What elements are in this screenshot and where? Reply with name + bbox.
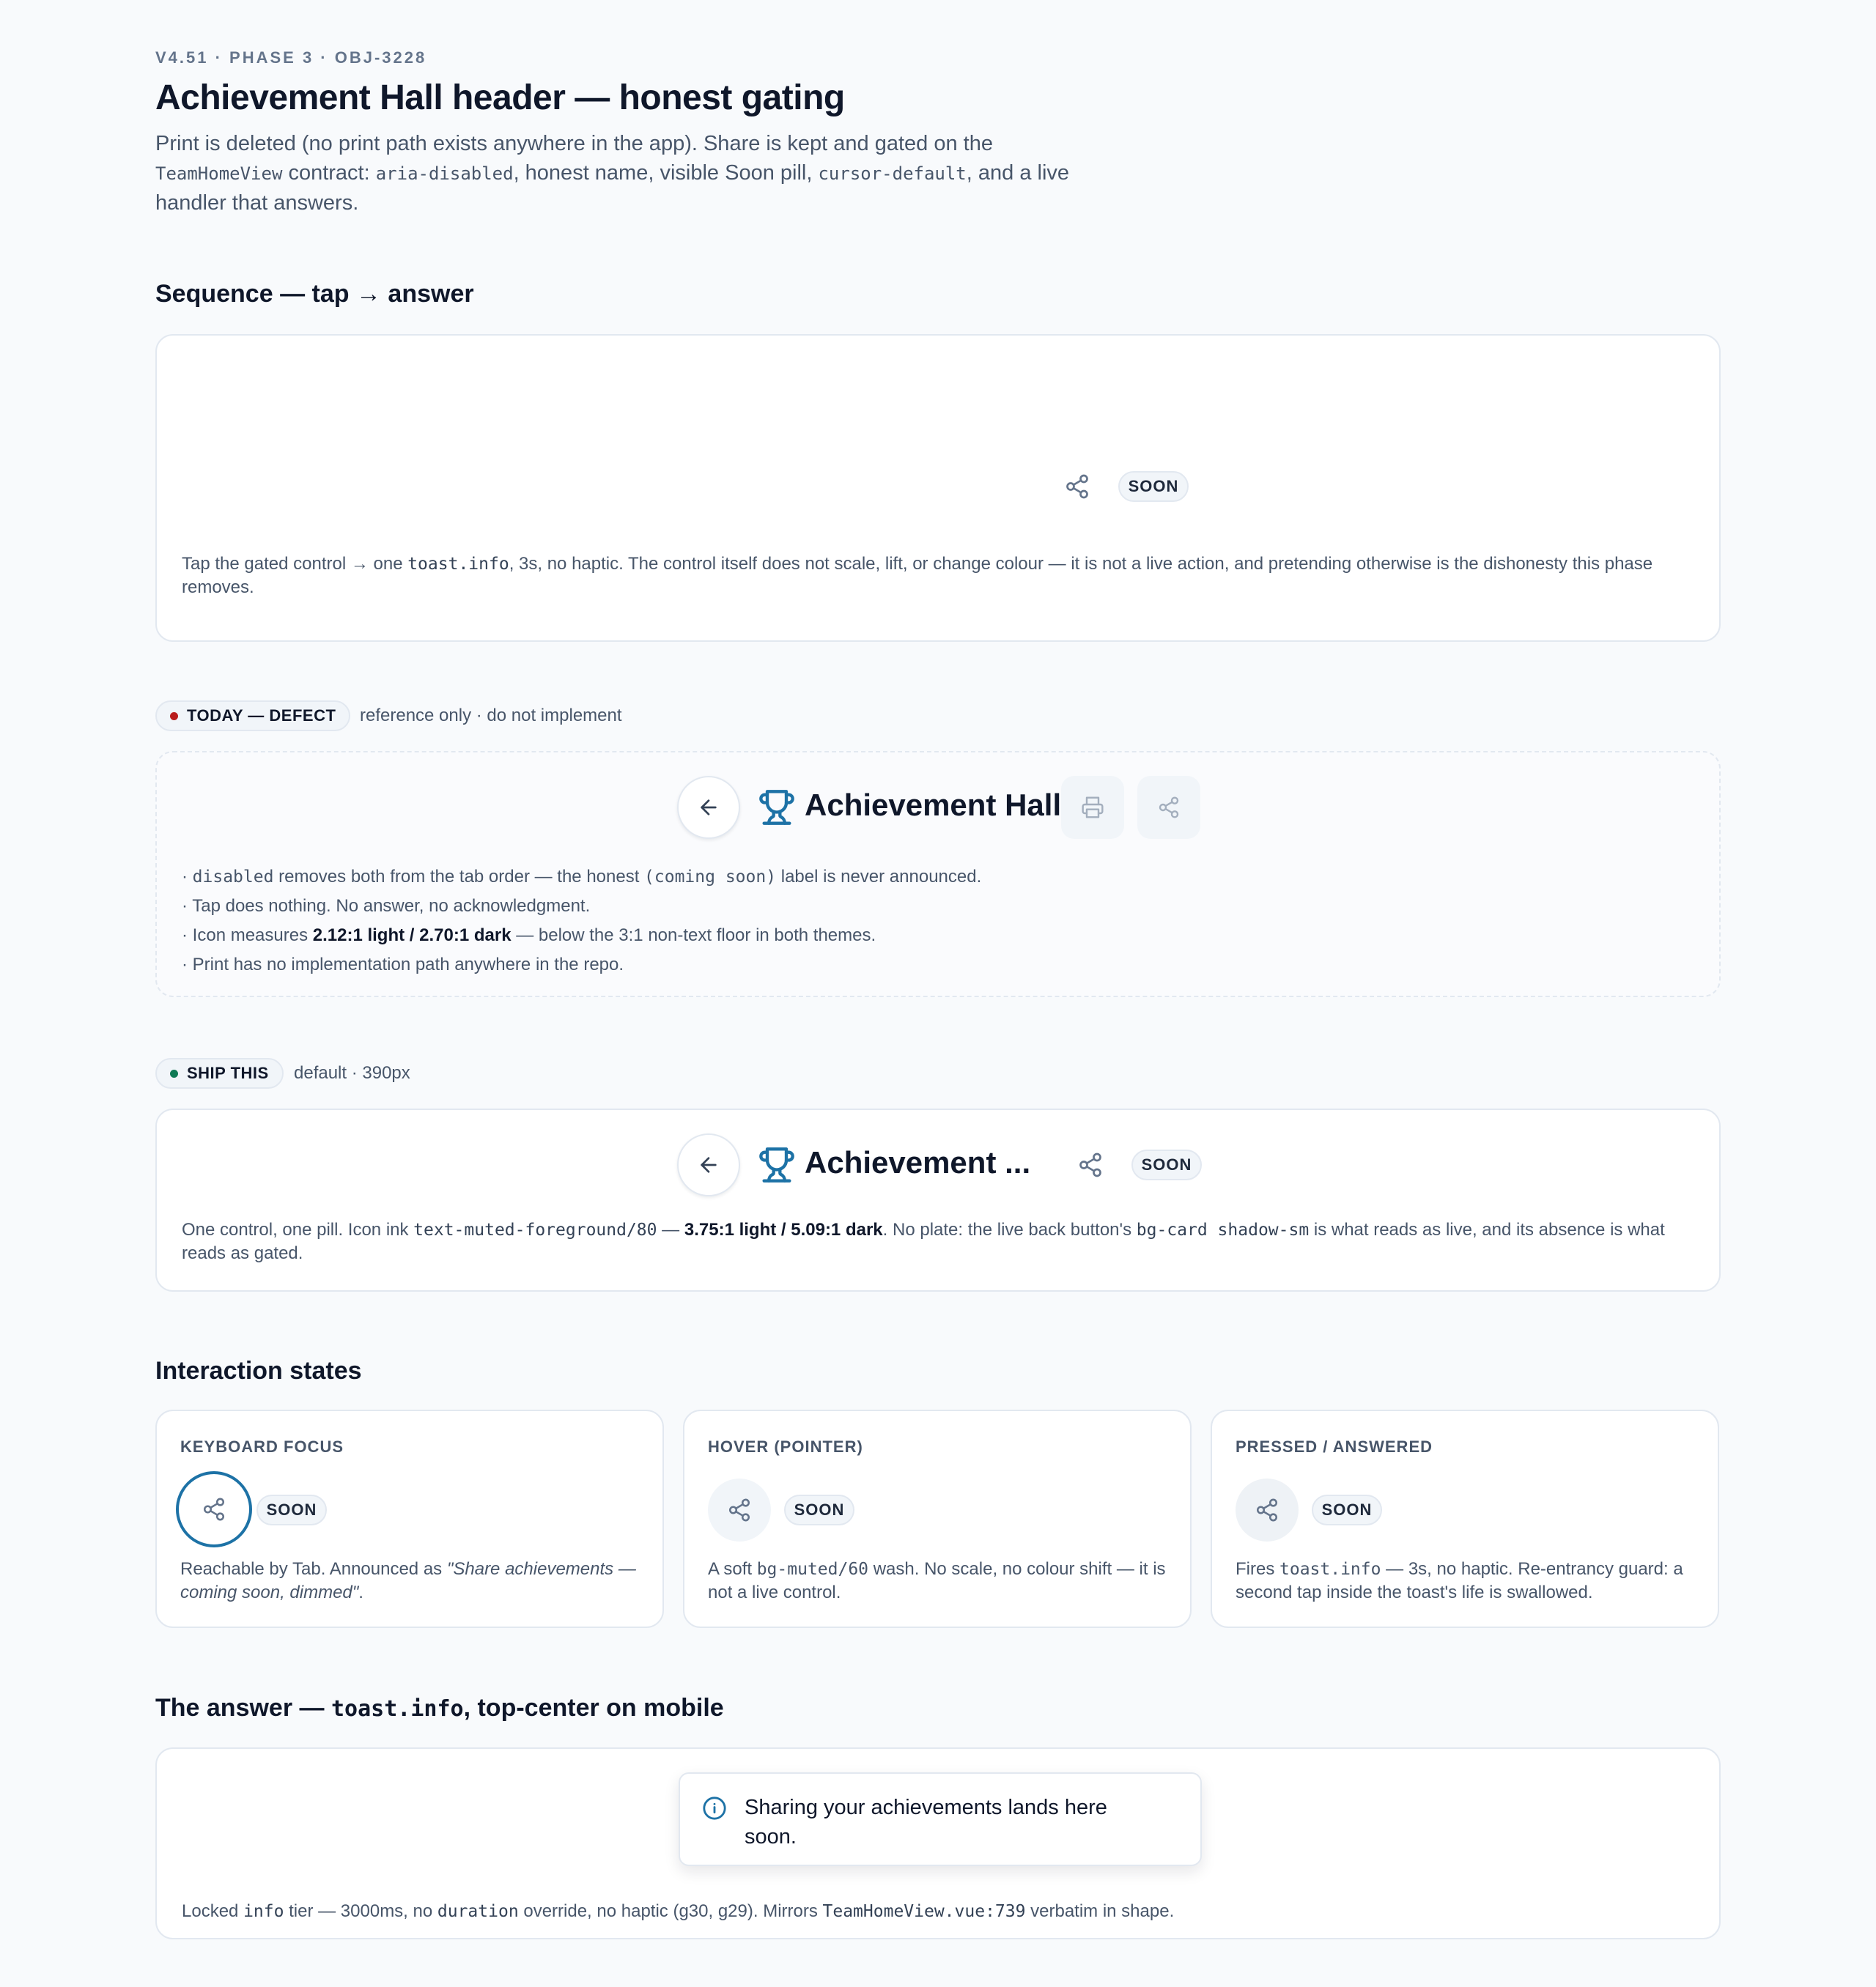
print-button-disabled[interactable] (1061, 776, 1124, 839)
sequence-card (155, 334, 1721, 642)
code-inline: TeamHomeView (155, 163, 283, 184)
state-description: Reachable by Tab. Announced as "Share achievements — coming soon, dimmed". (180, 1559, 636, 1602)
code-inline: duration (437, 1902, 519, 1921)
state-card-hover (683, 1410, 1192, 1628)
state-description: A soft bg-muted/60 wash. No scale, no colour shift — it is not a live control. (708, 1559, 1166, 1602)
list-item: · Tap does nothing. No answer, no acknowledgment. (182, 896, 591, 916)
back-button[interactable] (677, 776, 740, 839)
code-inline: info (243, 1902, 284, 1921)
list-item: · disabled removes both from the tab order — the honest (coming soon) label is never announced. (182, 867, 982, 887)
code-inline: TeamHomeView.vue:739 (822, 1902, 1026, 1921)
share-button-focused[interactable] (176, 1471, 252, 1547)
code-inline: cursor-default (818, 163, 967, 184)
printer-icon (1081, 796, 1104, 819)
toast-info (679, 1772, 1202, 1866)
ship-caption: One control, one pill. Icon ink text-muted-foreground/80 — 3.75:1 light / 5.09:1 dark. No plate: the live back button's bg-card shadow-sm is what reads as live, and its absence is what reads as gated. (182, 1220, 1665, 1263)
code-inline: toast.info (330, 1696, 464, 1722)
list-item: · Icon measures 2.12:1 light / 2.70:1 dark — below the 3:1 non-text floor in both themes. (182, 925, 876, 945)
hall-title: Achievement Hall (805, 788, 1062, 822)
arrow-left-icon (697, 796, 720, 819)
section-heading-answer: The answer — toast.info, top-center on mobile (155, 1694, 724, 1722)
section-heading-sequence: Sequence — tap → answer (155, 280, 474, 308)
arrow-left-icon (697, 1153, 720, 1177)
page-title: Achievement Hall header — honest gating (155, 78, 845, 117)
share-button-hover[interactable] (708, 1479, 771, 1542)
state-label: HOVER (POINTER) (708, 1437, 863, 1456)
hall-title: Achievement ... (805, 1145, 1031, 1180)
state-label: KEYBOARD FOCUS (180, 1437, 344, 1456)
state-description: Fires toast.info — 3s, no haptic. Re-entrancy guard: a second tap inside the toast's life is swallowed. (1236, 1559, 1683, 1602)
eyebrow: V4.51 · PHASE 3 · OBJ-3228 (155, 48, 427, 67)
trophy-icon (758, 788, 796, 826)
list-item: · Print has no implementation path anywhere in the repo. (182, 955, 624, 974)
soon-pill: SOON (1312, 1495, 1382, 1525)
share-icon[interactable] (1073, 1147, 1108, 1183)
share-icon (1255, 1498, 1279, 1522)
soon-pill: SOON (784, 1495, 854, 1525)
state-label: PRESSED / ANSWERED (1236, 1437, 1433, 1456)
soon-pill: SOON (256, 1495, 327, 1525)
ship-card (155, 1109, 1721, 1292)
share-button-disabled[interactable] (1137, 776, 1200, 839)
answer-caption: Locked info tier — 3000ms, no duration override, no haptic (g30, g29). Mirrors TeamHomeView.vue:739 verbatim in shape. (182, 1901, 1175, 1921)
back-button[interactable] (677, 1133, 740, 1196)
soon-pill: SOON (1118, 471, 1189, 502)
soon-pill: SOON (1131, 1150, 1202, 1180)
defect-note: reference only · do not implement (360, 706, 622, 725)
defect-bullets (182, 862, 981, 980)
defect-card (155, 751, 1721, 997)
toast-message: Sharing your achievements lands here soon. (745, 1796, 1107, 1849)
ship-tag: SHIP THIS (155, 1058, 284, 1089)
state-card-pressed (1211, 1410, 1719, 1628)
code-inline: toast.info (407, 555, 509, 574)
info-icon (702, 1796, 727, 1821)
page-lede: Print is deleted (no print path exists anywhere in the app). Share is kept and gated on the TeamHomeView contract: aria-disabled, honest name, visible Soon pill, cursor-default, and a live handler that answers. (155, 132, 1070, 215)
status-dot (170, 712, 178, 720)
share-button-pressed[interactable] (1236, 1479, 1299, 1542)
answer-card (155, 1747, 1721, 1939)
section-heading-states: Interaction states (155, 1357, 362, 1385)
share-icon (202, 1497, 226, 1522)
code-inline: text-muted-foreground/80 (413, 1221, 657, 1240)
code-inline: bg-muted/60 (756, 1560, 869, 1579)
status-dot (170, 1070, 178, 1078)
defect-tag: TODAY — DEFECT (155, 700, 350, 731)
ship-note: default · 390px (294, 1063, 410, 1083)
state-card-focus (155, 1410, 664, 1628)
code-inline: toast.info (1279, 1560, 1381, 1579)
code-inline: bg-card shadow-sm (1136, 1221, 1310, 1240)
code-inline: aria-disabled (375, 163, 514, 184)
trophy-icon (758, 1146, 796, 1184)
share-icon[interactable] (1060, 469, 1095, 504)
sequence-caption: Tap the gated control → one toast.info, 3s, no haptic. The control itself does not scale, lift, or change colour — it is not a live action, and pretending otherwise is the dishonesty this phase removes. (182, 554, 1653, 597)
share-icon (1157, 796, 1181, 819)
share-icon (727, 1498, 752, 1522)
